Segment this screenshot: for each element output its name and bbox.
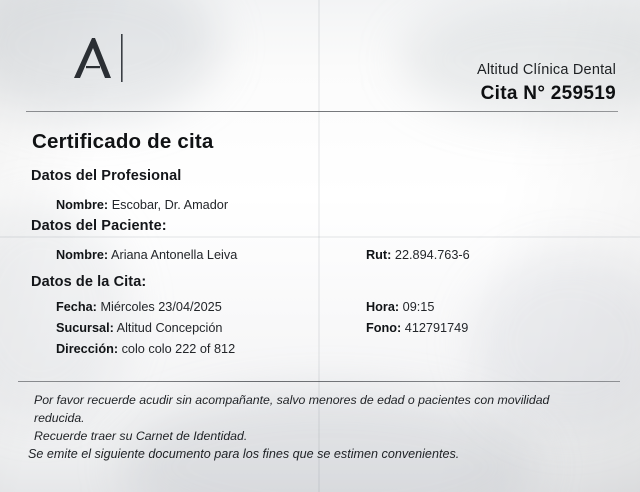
professional-name-label: Nombre: bbox=[56, 198, 109, 212]
appointment-address-field bbox=[56, 342, 235, 356]
appointment-date-label: Fecha: bbox=[56, 300, 97, 314]
appointment-phone-value: 412791749 bbox=[404, 321, 469, 335]
appointment-time-field bbox=[366, 300, 434, 314]
section-heading-patient: Datos del Paciente: bbox=[31, 218, 167, 234]
appointment-branch-value: Altitud Concepción bbox=[116, 321, 223, 335]
patient-rut-field bbox=[366, 248, 470, 262]
appointment-phone-field bbox=[366, 321, 468, 335]
page-title: Certificado de cita bbox=[32, 130, 214, 153]
clinic-header bbox=[477, 62, 616, 106]
appointment-number: Cita N° 259519 bbox=[480, 83, 616, 105]
section-heading-appointment: Datos de la Cita: bbox=[31, 274, 147, 290]
appointment-time-value: 09:15 bbox=[402, 300, 435, 314]
patient-rut-label: Rut: bbox=[366, 248, 392, 262]
section-heading-professional: Datos del Profesional bbox=[31, 168, 182, 184]
appointment-branch-field bbox=[56, 321, 222, 335]
patient-rut-value: 22.894.763-6 bbox=[394, 248, 470, 262]
header-divider bbox=[26, 111, 618, 112]
professional-name-field bbox=[56, 198, 228, 212]
appointment-address-value: colo colo 222 of 812 bbox=[121, 342, 236, 356]
appointment-phone-label: Fono: bbox=[366, 321, 402, 335]
appointment-address-label: Dirección: bbox=[56, 342, 119, 356]
appointment-branch-label: Sucursal: bbox=[56, 321, 114, 335]
patient-name-value: Ariana Antonella Leiva bbox=[111, 248, 238, 262]
notes-block bbox=[34, 392, 612, 445]
professional-name-value: Escobar, Dr. Amador bbox=[111, 198, 229, 212]
appointment-date-field bbox=[56, 300, 222, 314]
footer-divider bbox=[18, 381, 620, 382]
clinic-name: Altitud Clínica Dental bbox=[477, 62, 616, 78]
appointment-date-value: Miércoles 23/04/2025 bbox=[100, 300, 222, 314]
appointment-time-label: Hora: bbox=[366, 300, 400, 314]
patient-name-field bbox=[56, 248, 237, 262]
patient-name-label: Nombre: bbox=[56, 248, 109, 262]
note-line-3: Recuerde traer su Carnet de Identidad. bbox=[34, 428, 248, 443]
note-line-1: Por favor recuerde acudir sin acompañante, salvo menores de edad o pacientes con movilidad bbox=[34, 393, 550, 407]
note-line-2: reducida. bbox=[34, 410, 85, 425]
footer-note: Se emite el siguiente documento para los fines que se estimen convenientes. bbox=[28, 447, 460, 461]
clinic-logo-icon bbox=[62, 32, 132, 84]
